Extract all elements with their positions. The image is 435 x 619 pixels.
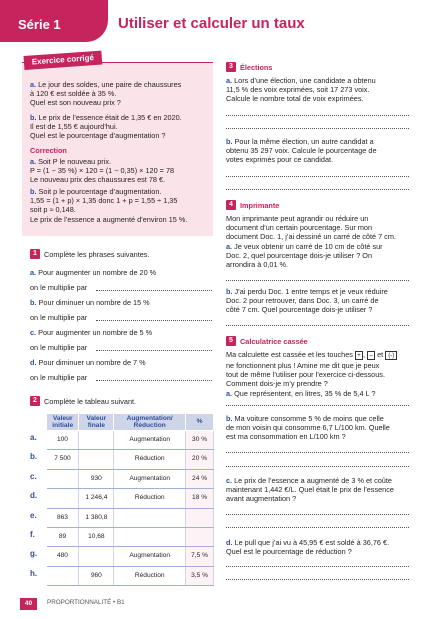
correction-a: a. Soit P le nouveau prix. P = (1 − 35 %) × 120 = (1 − 0,35) × 120 = 78 Le nouveau prix des chaussures est 78 €.	[30, 157, 175, 185]
cell-type: Augmentation	[114, 547, 186, 566]
footer-text: PROPORTIONNALITÉ • B1	[47, 599, 125, 606]
cell-initial[interactable]	[47, 469, 79, 488]
cell-type[interactable]	[114, 527, 186, 546]
exercise-5-title: Calculatrice cassée	[240, 337, 308, 346]
ex3-a: a. Lors d’une élection, une candidate a obtenu 11,5 % des voix exprimées, soit 17 273 voix. Calcule le nombre total de voix exprimées.	[226, 76, 376, 104]
row-label: f.	[30, 530, 35, 539]
ex5-answer-line-3[interactable]	[226, 466, 409, 467]
row-label: e.	[30, 510, 37, 520]
ex1-line-c: on le multiplie par	[30, 343, 88, 352]
row-label: d.	[30, 491, 38, 501]
ex4-a: a. Je veux obtenir un carré de 10 cm de côté sur Doc. 2, quel pourcentage dois-je utiliser ? On arrondira à 0,01 %.	[226, 242, 383, 270]
cell-type: Réduction	[114, 489, 186, 508]
page-number: 40	[20, 598, 37, 610]
percent-table	[46, 413, 214, 586]
negative-key-icon: (-)	[385, 351, 397, 360]
ex1-item-a: a. Pour augmenter un nombre de 20 %	[30, 268, 157, 277]
header-final: Valeur finale	[79, 414, 114, 431]
ex1-line-b: on le multiplie par	[30, 313, 88, 322]
ex5-answer-line-2[interactable]	[226, 452, 409, 453]
ex3-b: b. Pour la même élection, un autre candidat a obtenu 35 297 voix. Calcule le pourcentage de votes exprimés pour ce candidat.	[226, 137, 377, 165]
example-b: b. Le prix de l’essence était de 1,35 € en 2020. Il est de 1,55 € aujourd’hui. Quel est le pourcentage d’augmentation ?	[30, 113, 182, 141]
correction-heading: Correction	[30, 146, 67, 155]
cell-percent: 24 %	[186, 469, 214, 488]
row-label: c.	[30, 471, 37, 481]
ex3-answer-line-2[interactable]	[226, 128, 409, 129]
worked-example-tag: Exercice corrigé	[24, 51, 103, 70]
exercise-2-number: 2	[30, 396, 40, 406]
cell-type[interactable]	[114, 508, 186, 527]
answer-field-d[interactable]	[96, 380, 212, 381]
cell-type: Augmentation	[114, 469, 186, 488]
ex5-b: b. Ma voiture consomme 5 % de moins que celle de mon voisin qui consomme 6,7 L/100 km. Quelle est ma consommation en L/100 km ?	[226, 414, 390, 442]
example-a: a. Le jour des soldes, une paire de chaussures à 120 € est soldée à 35 %. Quel est son nouveau prix ?	[30, 80, 182, 108]
cell-percent: 7,5 %	[186, 547, 214, 566]
page-header	[0, 0, 435, 44]
table-row	[47, 566, 214, 585]
ex5-answer-line-6[interactable]	[226, 566, 409, 567]
exercise-3-title: Élections	[240, 63, 273, 72]
cell-final: 1 380,8	[79, 508, 114, 527]
ex1-item-c: c. Pour augmenter un nombre de 5 %	[30, 328, 153, 337]
ex3-answer-line-4[interactable]	[226, 189, 409, 190]
correction-b: b. Soit p le pourcentage d’augmentation. 1,55 = (1 + p) × 1,35 donc 1 + p = 1,55 ÷ 1,35 soit p ≈ 0,148. Le prix de l’essence a augmenté d’environ 15 %.	[30, 187, 188, 224]
ex5-answer-line-4[interactable]	[226, 514, 409, 515]
cell-final: 930	[79, 469, 114, 488]
cell-final[interactable]	[79, 450, 114, 469]
row-label: g.	[30, 549, 38, 559]
table-row	[47, 489, 214, 508]
cell-final[interactable]	[79, 431, 114, 450]
cell-type: Réduction	[114, 566, 186, 585]
table-row	[47, 431, 214, 450]
answer-field-b[interactable]	[96, 320, 212, 321]
cell-initial: 863	[47, 508, 79, 527]
table-row	[47, 547, 214, 566]
ex4-b: b. J’ai perdu Doc. 1 entre temps et je veux réduire Doc. 2 pour retrouver, dans Doc. 3, un carré de côté 7 cm. Quel pourcentage dois-je utiliser ?	[226, 287, 388, 315]
ex5-answer-line-1[interactable]	[226, 405, 409, 406]
ex5-intro-1: Ma calculette est cassée et les touches + , – et (-)	[226, 350, 416, 360]
ex5-c: c. Le prix de l’essence a augmenté de 3 % et coûte maintenant 1,442 €/L. Quel était le prix de l’essence avant augmentation ?	[226, 476, 394, 504]
cell-final: 10,68	[79, 527, 114, 546]
cell-initial[interactable]	[47, 489, 79, 508]
cell-percent: 20 %	[186, 450, 214, 469]
cell-initial: 7 500	[47, 450, 79, 469]
ex4-answer-line-1[interactable]	[226, 280, 409, 281]
answer-field-c[interactable]	[96, 350, 212, 351]
ex3-answer-line-1[interactable]	[226, 115, 409, 116]
cell-percent: 18 %	[186, 489, 214, 508]
plus-key-icon: +	[355, 351, 363, 360]
cell-percent: 3,5 %	[186, 566, 214, 585]
minus-key-icon: –	[367, 351, 375, 360]
cell-type: Augmentation	[114, 431, 186, 450]
ex4-intro: Mon imprimante peut agrandir ou réduire un document d’un certain pourcentage. Sur mon document Doc. 1, j’ai dessiné un carré de côté 7 cm.	[226, 214, 396, 242]
exercise-3-number: 3	[226, 62, 236, 72]
ex5-d: d. Le pull que j’ai vu à 45,95 € est soldé à 36,76 €. Quel est le pourcentage de réduction ?	[226, 538, 390, 557]
header-type: Augmentation/ Réduction	[114, 414, 186, 431]
ex5-answer-line-5[interactable]	[226, 527, 409, 528]
series-label: Série 1	[18, 17, 61, 32]
table-row	[47, 527, 214, 546]
cell-final: 960	[79, 566, 114, 585]
header-percent: %	[186, 414, 214, 431]
exercise-2-title: Complète le tableau suivant.	[44, 397, 137, 406]
ex5-intro-2: ne fonctionnent plus ! Amine me dit que je peux tout de même l’utiliser pour l’exercice ci-dessous. Comment dois-je m’y prendre ?	[226, 361, 385, 389]
cell-initial[interactable]	[47, 566, 79, 585]
ex1-item-b: b. Pour diminuer un nombre de 15 %	[30, 298, 150, 307]
cell-final: 1 246,4	[79, 489, 114, 508]
answer-field-a[interactable]	[96, 290, 212, 291]
row-label: h.	[30, 568, 38, 578]
exercise-4-title: Imprimante	[240, 201, 280, 210]
ex5-answer-line-7[interactable]	[226, 579, 409, 580]
exercise-4-number: 4	[226, 200, 236, 210]
cell-percent[interactable]	[186, 508, 214, 527]
page-title: Utiliser et calculer un taux	[118, 15, 305, 32]
header-initial: Valeur initiale	[47, 414, 79, 431]
row-label: b.	[30, 452, 38, 462]
row-label: a.	[30, 433, 37, 442]
cell-percent: 30 %	[186, 431, 214, 450]
exercise-5-number: 5	[226, 336, 236, 346]
cell-initial: 480	[47, 547, 79, 566]
cell-percent[interactable]	[186, 527, 214, 546]
ex1-line-d: on le multiplie par	[30, 373, 88, 382]
series-tab	[0, 0, 108, 42]
ex3-answer-line-3[interactable]	[226, 176, 409, 177]
table-row	[47, 508, 214, 527]
cell-type: Réduction	[114, 450, 186, 469]
exercise-1-number: 1	[30, 249, 40, 259]
exercise-1-title: Complète les phrases suivantes.	[44, 250, 150, 259]
ex4-answer-line-2[interactable]	[226, 325, 409, 326]
table-row	[47, 450, 214, 469]
table-row	[47, 469, 214, 488]
cell-initial: 100	[47, 431, 79, 450]
ex1-item-d: d. Pour diminuer un nombre de 7 %	[30, 358, 146, 367]
cell-initial: 89	[47, 527, 79, 546]
ex5-a: a. Que représentent, en litres, 35 % de 5,4 L ?	[226, 389, 376, 398]
ex1-line-a: on le multiplie par	[30, 283, 88, 292]
cell-final[interactable]	[79, 547, 114, 566]
